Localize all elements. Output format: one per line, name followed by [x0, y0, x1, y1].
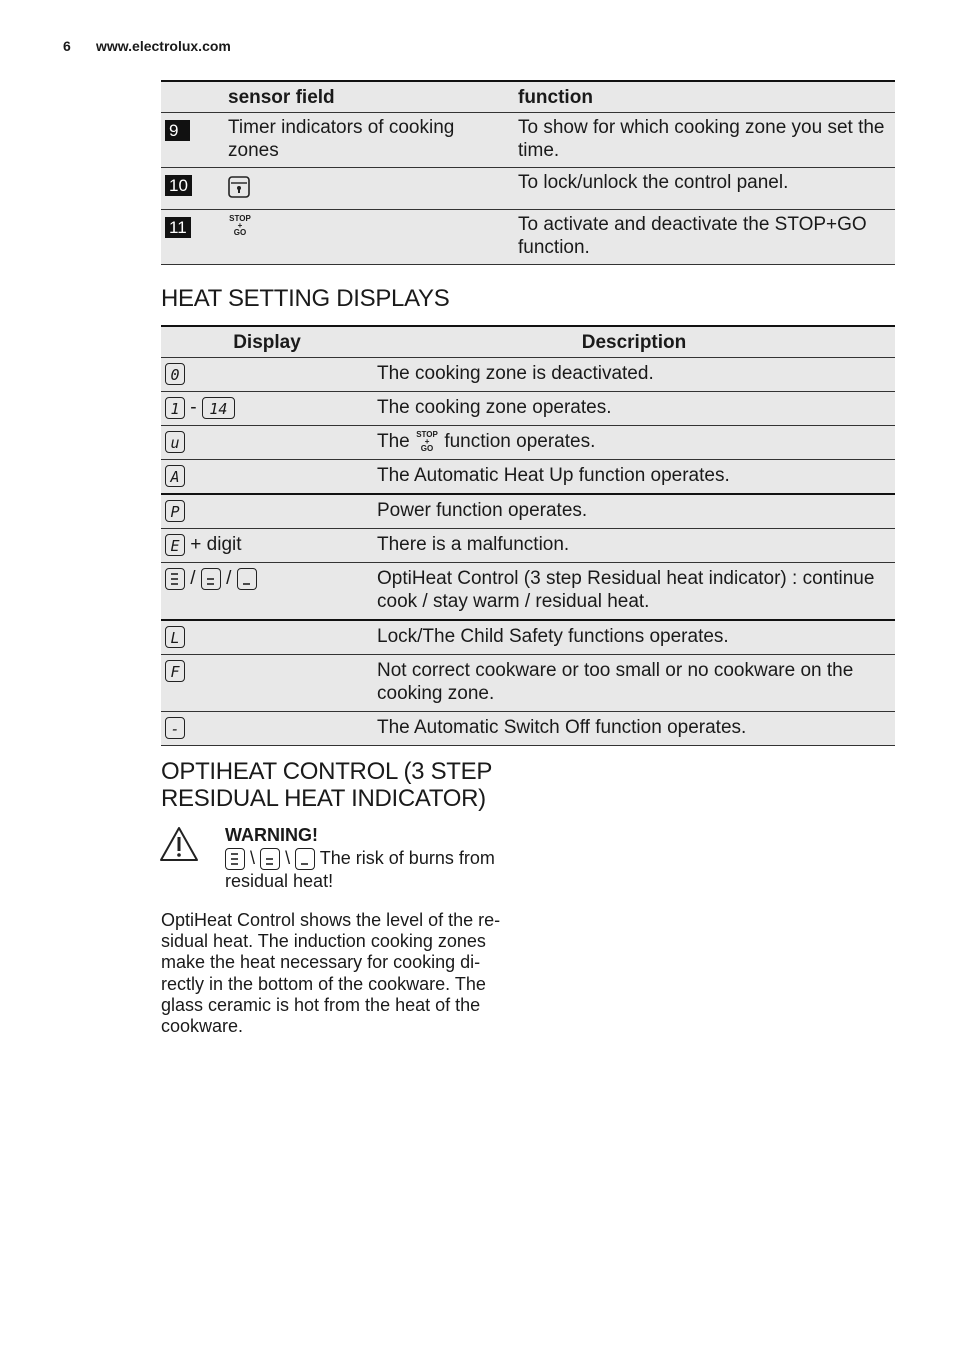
table-row [161, 358, 895, 392]
display-symbol: F [165, 660, 185, 682]
description-cell: Power function operates. [373, 494, 895, 529]
separator: \ [285, 848, 291, 868]
residual-heat-1-bar-icon [237, 568, 257, 590]
description-cell: OptiHeat Control (3 step Residual heat indicator) : continue cook / stay warm / residual heat. [373, 563, 895, 621]
display-symbol: 1 [165, 397, 185, 419]
stop-go-icon: STOP + GO [229, 214, 251, 238]
display-symbol: 0 [165, 363, 185, 385]
column-header-sensor: sensor field [228, 87, 335, 108]
page-header [63, 38, 231, 54]
table-row [161, 655, 895, 712]
residual-heat-1-bar-icon [295, 848, 315, 870]
table-header-row [161, 326, 895, 358]
function-cell: To lock/unlock the control panel. [512, 168, 895, 210]
section-title-heat-setting: HEAT SETTING DISPLAYS [161, 285, 450, 312]
description-cell: Lock/The Child Safety functions operates. [373, 620, 895, 655]
description-cell: The Automatic Heat Up function operates. [373, 460, 895, 495]
description-cell: Not correct cookware or too small or no cookware on the cooking zone. [373, 655, 895, 712]
table-header-row [161, 81, 895, 113]
description-cell: The cooking zone is deactivated. [373, 358, 895, 392]
sensor-field-table [161, 80, 895, 265]
table-row [161, 563, 895, 621]
heat-setting-table [161, 325, 895, 746]
column-header-display: Display [233, 332, 301, 353]
table-row [161, 460, 895, 495]
range-separator: - [190, 397, 197, 418]
table-row [161, 168, 895, 210]
site-url: www.electrolux.com [96, 38, 231, 54]
description-cell: The Automatic Switch Off function operates. [373, 712, 895, 746]
row-number: 10 [165, 175, 192, 196]
table-row [161, 494, 895, 529]
residual-heat-3-bars-icon [165, 568, 185, 590]
column-header-description: Description [581, 332, 687, 353]
residual-heat-2-bars-icon [260, 848, 280, 870]
warning-triangle-icon [159, 826, 199, 867]
row-number: 9 [165, 120, 190, 141]
optiheat-paragraph: OptiHeat Control shows the level of the re-sidual heat. The induction cooking zones make the heat necessary for cooking di-rectly in the bottom of the cookware. The glass ceramic is hot from the heat of the cookware. [161, 910, 501, 1037]
stop-go-icon: STOP + GO [416, 430, 438, 454]
display-suffix: + digit [190, 534, 242, 555]
warning-text: The risk of burns from residual heat! [225, 848, 495, 892]
display-symbol: L [165, 626, 185, 648]
table-row [161, 210, 895, 265]
separator: / [190, 568, 196, 589]
residual-heat-3-bars-icon [225, 848, 245, 870]
section-title-optiheat: OPTIHEAT CONTROL (3 STEP RESIDUAL HEAT INDICATOR) [161, 758, 492, 812]
residual-heat-2-bars-icon [201, 568, 221, 590]
page-number: 6 [63, 38, 71, 54]
function-cell: To show for which cooking zone you set the time. [512, 113, 895, 168]
table-row [161, 392, 895, 426]
row-number: 11 [165, 217, 191, 238]
column-header-function: function [518, 87, 593, 108]
table-row [161, 426, 895, 460]
description-cell: The cooking zone operates. [373, 392, 895, 426]
table-row [161, 712, 895, 746]
warning-title: WARNING! [225, 825, 318, 845]
function-cell: To activate and deactivate the STOP+GO function. [512, 210, 895, 265]
warning-block [225, 824, 525, 893]
description-cell: There is a malfunction. [373, 529, 895, 563]
table-row [161, 529, 895, 563]
separator: \ [250, 848, 256, 868]
display-symbol: P [165, 500, 185, 522]
lock-icon [228, 176, 250, 204]
display-symbol: A [165, 465, 185, 487]
sensor-cell: Timer indicators of cooking zones [224, 113, 512, 168]
separator: / [226, 568, 232, 589]
display-symbol: - [165, 717, 185, 739]
display-symbol: u [165, 431, 185, 453]
table-row [161, 113, 895, 168]
table-row [161, 620, 895, 655]
description-cell: The STOP + GO function operates. [373, 426, 895, 460]
display-symbol: 14 [202, 397, 235, 419]
display-symbol: E [165, 534, 185, 556]
